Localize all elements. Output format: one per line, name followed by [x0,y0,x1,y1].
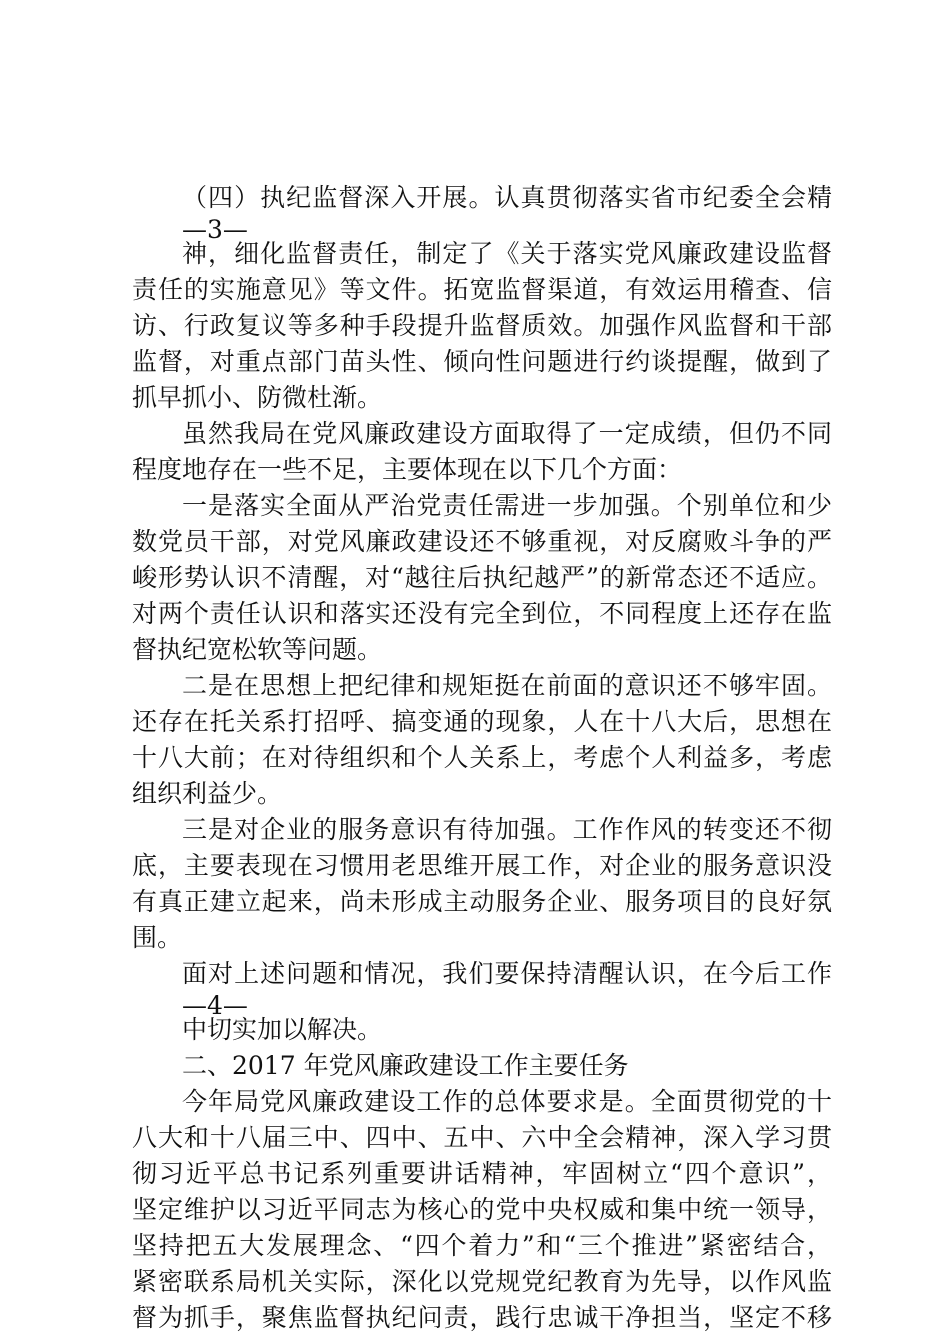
paragraph-line: 底，主要表现在习惯用老思维开展工作，对企业的服务意识没 [132,851,832,880]
paragraph-line: 虽然我局在党风廉政建设方面取得了一定成绩，但仍不同 [182,419,832,448]
paragraph-line: 督执纪宽松软等问题。 [132,635,383,664]
paragraph-line: 坚定维护以习近平同志为核心的党中央权威和集中统一领导， [132,1195,832,1224]
paragraph-line: 有真正建立起来，尚未形成主动服务企业、服务项目的良好氛 [132,887,832,916]
paragraph-line: 紧密联系局机关实际，深化以党规党纪教育为先导，以作风监 [132,1267,832,1296]
paragraph-line: 今年局党风廉政建设工作的总体要求是。全面贯彻党的十 [182,1087,832,1116]
paragraph-line: 责任的实施意见》等文件。拓宽监督渠道，有效运用稽查、信 [132,275,832,304]
paragraph-line: 访、行政复议等多种手段提升监督质效。加强作风监督和干部 [132,311,832,340]
paragraph-line: 还存在托关系打招呼、搞变通的现象，人在十八大后，思想在 [132,707,832,736]
paragraph-line: 组织利益少。 [132,779,283,808]
paragraph-line: 数党员干部，对党风廉政建设还不够重视，对反腐败斗争的严 [132,527,832,556]
paragraph-line: 面对上述问题和情况，我们要保持清醒认识，在今后工作 [182,959,832,988]
page-number: —4— [182,991,248,1020]
paragraph-line: 抓早抓小、防微杜渐。 [132,383,383,412]
page-number: —3— [182,215,248,244]
paragraph-line: 监督，对重点部门苗头性、倾向性问题进行约谈提醒，做到了 [132,347,832,376]
paragraph-line: 坚持把五大发展理念、“四个着力”和“三个推进”紧密结合， [132,1231,832,1260]
paragraph-line: 对两个责任认识和落实还没有完全到位，不同程度上还存在监 [132,599,832,628]
paragraph-line: 中切实加以解决。 [182,1015,383,1044]
paragraph-line: 八大和十八届三中、四中、五中、六中全会精神，深入学习贯 [132,1123,832,1152]
paragraph-line: 三是对企业的服务意识有待加强。工作作风的转变还不彻 [182,815,832,844]
paragraph-line: 督为抓手，聚焦监督执纪问责，践行忠诚干净担当，坚定不移 [132,1303,832,1332]
paragraph-line: 神，细化监督责任，制定了《关于落实党风廉政建设监督 [182,239,832,268]
paragraph-line: 程度地存在一些不足，主要体现在以下几个方面： [132,455,683,484]
section-2-heading: 二、2017 年党风廉政建设工作主要任务 [182,1051,629,1080]
paragraph-line: 彻习近平总书记系列重要讲话精神，牢固树立“四个意识”， [132,1159,832,1188]
paragraph-line: 围。 [132,923,183,952]
section-4-heading-line: （四）执纪监督深入开展。认真贯彻落实省市纪委全会精 [182,183,832,212]
paragraph-line: 十八大前；在对待组织和个人关系上，考虑个人利益多，考虑 [132,743,832,772]
paragraph-line: 峻形势认识不清醒，对“越往后执纪越严”的新常态还不适应。 [132,563,832,592]
paragraph-line: 二是在思想上把纪律和规矩挺在前面的意识还不够牢固。 [182,671,832,700]
paragraph-line: 一是落实全面从严治党责任需进一步加强。个别单位和少 [182,491,832,520]
